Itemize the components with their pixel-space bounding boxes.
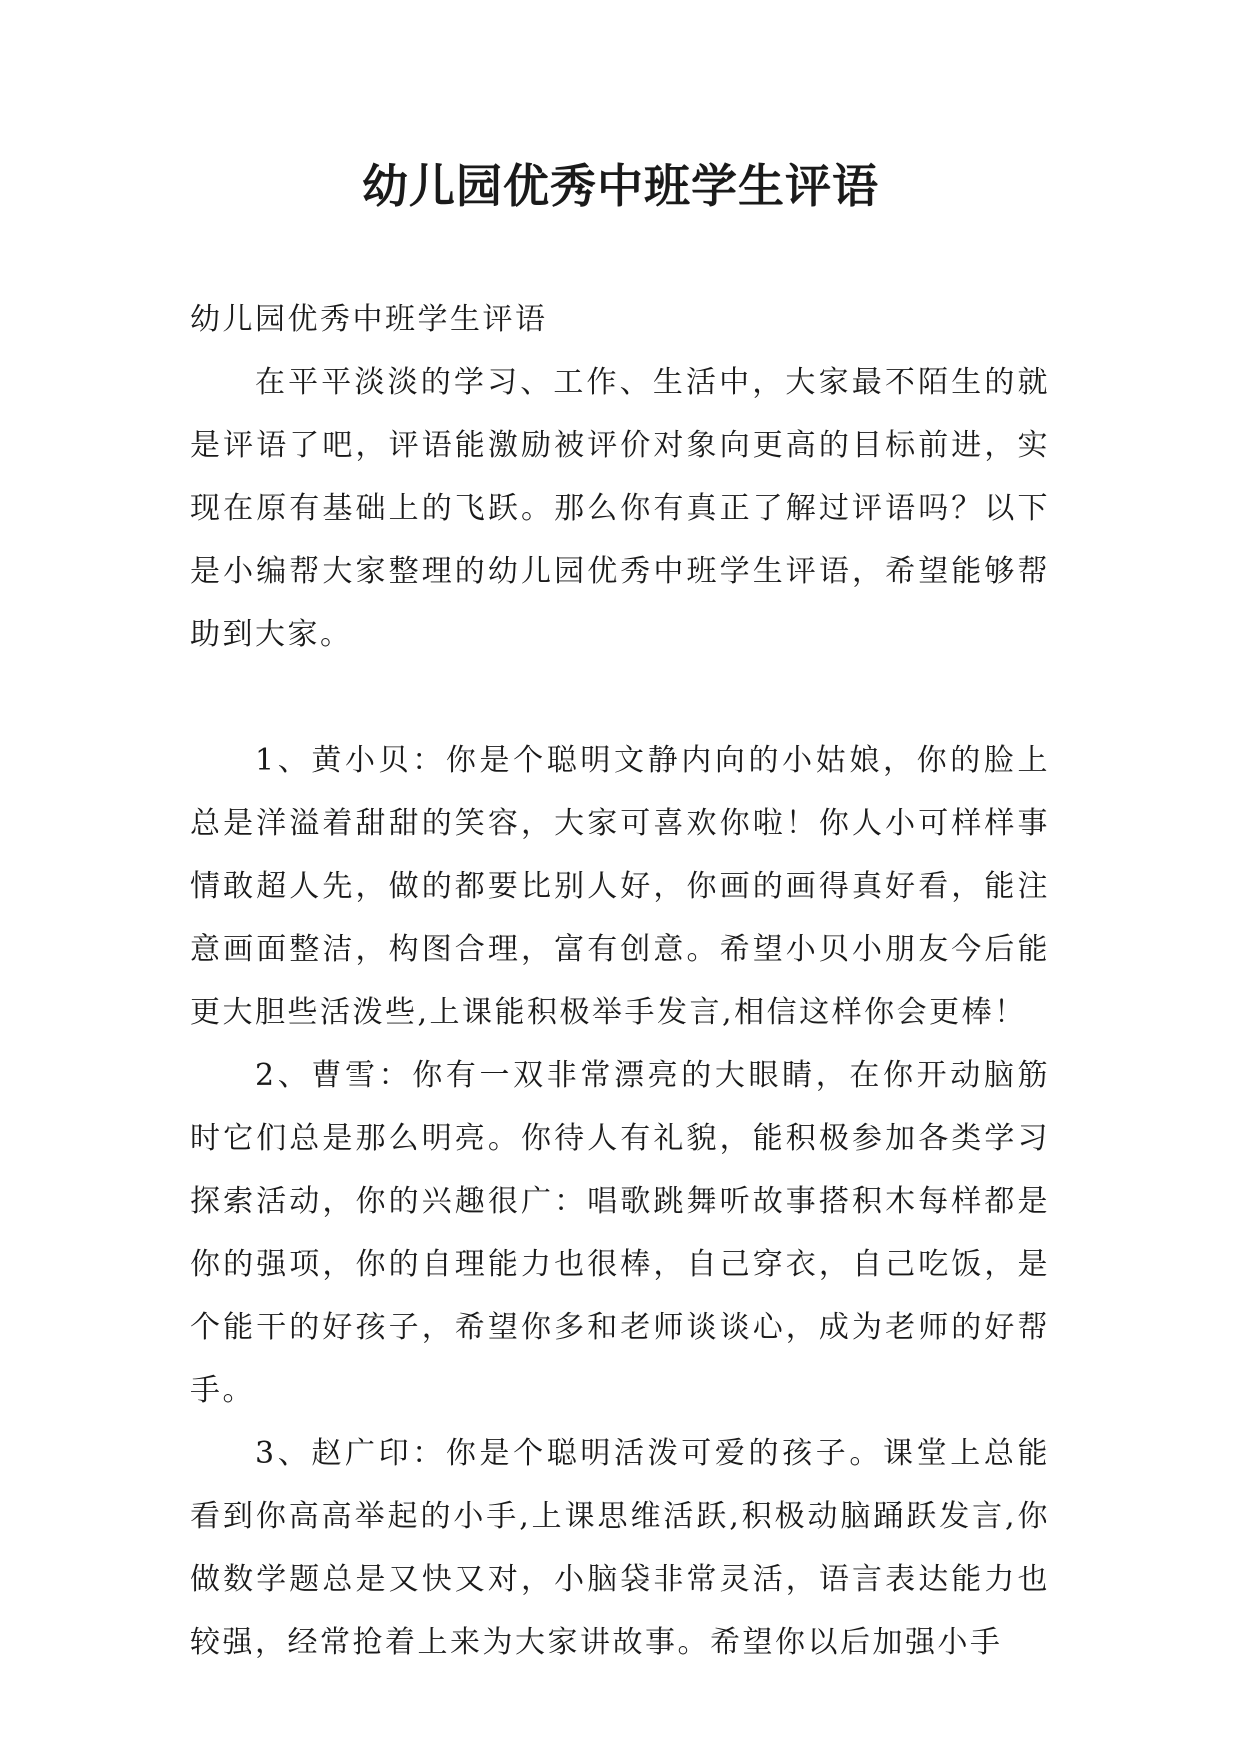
intro-paragraph: 在平平淡淡的学习、工作、生活中，大家最不陌生的就是评语了吧，评语能激励被评价对象向更高的目标前进，实现在原有基础上的飞跃。那么你有真正了解过评语吗？以下是小编帮大家整理的幼儿园优秀中班学生评语，希望能够帮助到大家。 — [190, 365, 1050, 652]
document-subtitle: 幼儿园优秀中班学生评语 — [190, 302, 548, 337]
paragraph-spacer — [190, 666, 1050, 729]
document-title: 幼儿园优秀中班学生评语 — [362, 159, 879, 213]
comment-paragraph: 1、黄小贝：你是个聪明文静内向的小姑娘，你的脸上总是洋溢着甜甜的笑容，大家可喜欢你啦！你人小可样样事情敢超人先，做的都要比别人好，你画的画得真好看，能注意画面整洁，构图合理，富有创意。希望小贝小朋友今后能更大胆些活泼些,上课能积极举手发言,相信这样你会更棒！ — [190, 743, 1050, 1030]
comment-paragraph: 2、曹雪：你有一双非常漂亮的大眼睛，在你开动脑筋时它们总是那么明亮。你待人有礼貌，能积极参加各类学习探索活动，你的兴趣很广：唱歌跳舞听故事搭积木每样都是你的强项，你的自理能力也很棒，自己穿衣，自己吃饭，是个能干的好孩子，希望你多和老师谈谈心，成为老师的好帮手。 — [190, 1058, 1050, 1408]
document-body — [190, 288, 1050, 1674]
comment-paragraph: 3、赵广印：你是个聪明活泼可爱的孩子。课堂上总能看到你高高举起的小手,上课思维活跃,积极动脑踊跃发言,你做数学题总是又快又对，小脑袋非常灵活，语言表达能力也较强，经常抢着上来为大家讲故事。希望你以后加强小手 — [190, 1436, 1050, 1660]
